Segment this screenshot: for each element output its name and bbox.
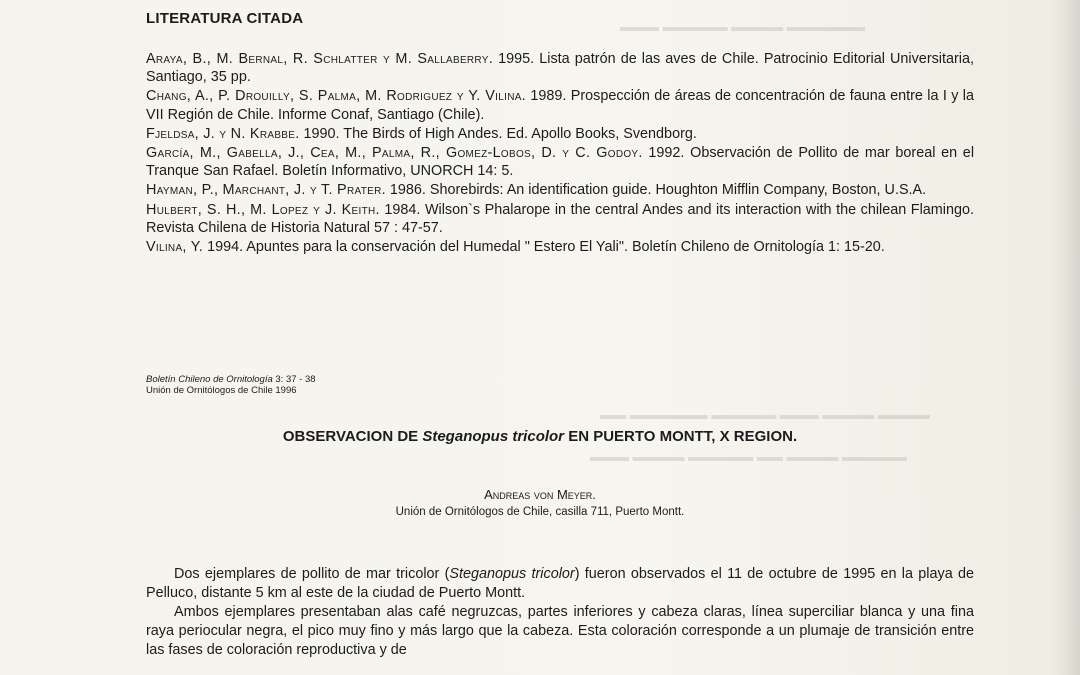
page-edge-shadow	[1052, 0, 1080, 675]
species-name: Steganopus tricolor	[449, 566, 575, 582]
journal-society: Unión de Ornitólogos de Chile 1996	[146, 385, 297, 396]
reference-entry	[146, 144, 974, 180]
reference-details: 1990. The Birds of High Andes. Ed. Apollo Books, Svendborg.	[299, 125, 697, 142]
reference-authors: García, M., Gabella, J., Cea, M., Palma, R., Gomez-Lobos, D. y C. Godoy.	[146, 145, 643, 162]
reference-authors: Araya, B., M. Bernal, R. Schlatter y M. Sallaberry.	[146, 51, 494, 67]
article-author: Andreas von Meyer.	[484, 487, 596, 502]
journal-citation	[146, 374, 316, 396]
reference-details: 1992. Observación de Pollito de mar boreal en el Tranque San Rafael. Boletín Informativo, UNORCH 14: 5.	[146, 145, 975, 180]
paragraph-text: Dos ejemplares de pollito de mar tricolor (	[174, 566, 450, 582]
reference-entry	[146, 125, 974, 143]
reference-details: 1984. Wilson`s Phalarope in the central Andes and its interaction with the chilean Flamingo. Revista Chilena de Historia Natural 57 : 47-57.	[146, 201, 974, 236]
reference-entry	[146, 181, 974, 199]
article-title	[0, 428, 1080, 445]
title-prefix: OBSERVACION DE	[282, 428, 423, 445]
title-suffix: EN PUERTO MONTT, X REGION.	[564, 428, 798, 445]
bleed-through-marks: ▬▬▬ ▬▬▬▬ ▬▬▬▬▬ ▬▬ ▬▬▬▬ ▬▬▬▬▬	[590, 449, 908, 464]
body-paragraph	[146, 565, 974, 603]
reference-entry	[146, 201, 974, 237]
author-affiliation: Unión de Ornitólogos de Chile, casilla 711, Puerto Montt.	[395, 506, 685, 518]
references-list	[146, 50, 974, 256]
reference-authors: Hayman, P., Marchant, J. y T. Prater.	[146, 182, 386, 199]
paragraph-text: ) fueron observados el 11 de octubre de 1995 en la playa de Pelluco, distante 5 km al este de la ciudad de Puerto Montt.	[146, 566, 974, 601]
title-species: Steganopus tricolor	[422, 428, 565, 445]
bleed-through-marks: ▬▬ ▬▬▬▬▬▬ ▬▬▬▬▬ ▬▬▬ ▬▬▬▬ ▬▬▬▬	[600, 407, 931, 422]
journal-name: Boletín Chileno de Ornitología	[146, 374, 273, 385]
reference-authors: Fjeldsa, J. y N. Krabbe.	[146, 125, 300, 142]
reference-entry	[146, 50, 974, 86]
reference-details: 1986. Shorebirds: An identification guide. Houghton Mifflin Company, Boston, U.S.A.	[385, 182, 927, 199]
journal-issue: 3: 37 - 38	[272, 374, 316, 385]
reference-details: 1995. Lista patrón de las aves de Chile. Patrocinio Editorial Universitaria, Santiago, 35 pp.	[146, 51, 974, 86]
reference-authors: Hulbert, S. H., M. Lopez y J. Keith.	[146, 201, 380, 218]
references-heading: LITERATURA CITADA	[146, 10, 304, 27]
reference-details: 1989. Prospección de áreas de concentración de fauna entre la I y la VII Región de Chile. Informe Conaf, Santiago (Chile).	[146, 88, 974, 123]
reference-authors: Vilina, Y.	[146, 239, 204, 256]
bleed-through-marks: ▬▬▬ ▬▬▬▬▬ ▬▬▬▬ ▬▬▬▬▬▬	[620, 19, 865, 34]
reference-entry	[146, 87, 974, 123]
body-paragraph: Ambos ejemplares presentaban alas café negruzcas, partes inferiores y cabeza claras, línea superciliar blanca y una fina raya periocular negra, el pico muy fino y más largo que la cabeza. Esta coloración corresponde a un plumaje de transición entre las fases de coloración reproductiva y de	[146, 604, 974, 658]
reference-details: 1994. Apuntes para la conservación del Humedal " Estero El Yali". Boletín Chileno de Ornitología 1: 15-20.	[203, 239, 885, 256]
journal-line	[146, 374, 316, 385]
article-body	[146, 565, 974, 660]
reference-authors: Chang, A., P. Drouilly, S. Palma, M. Rodriguez y Y. Vilina.	[146, 88, 526, 105]
reference-entry	[146, 238, 974, 256]
